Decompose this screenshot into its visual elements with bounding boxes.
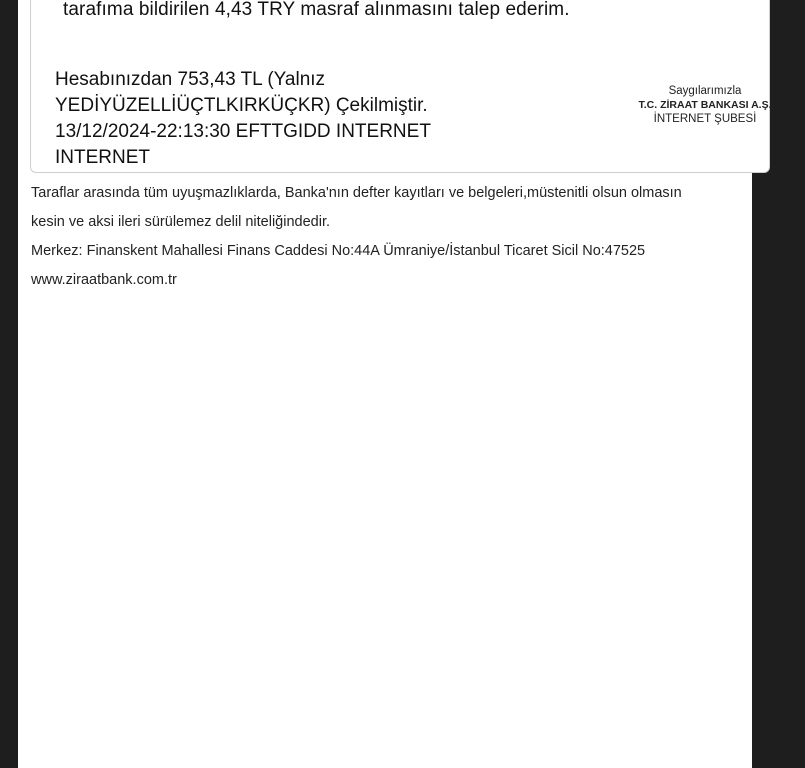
legal-footer xyxy=(31,182,682,291)
notice-box xyxy=(30,0,770,173)
signature-bank-name: T.C. ZİRAAT BANKASI A.Ş. xyxy=(638,99,772,111)
debit-line-channel: INTERNET xyxy=(55,147,150,168)
debit-line-amount-words: YEDİYÜZELLİÜÇTLKIRKÜÇKR) Çekilmiştir. xyxy=(55,95,428,116)
debit-line-amount: Hesabınızdan 753,43 TL (Yalnız xyxy=(55,69,326,90)
document-page xyxy=(18,0,772,768)
signature-branch: İNTERNET ŞUBESİ xyxy=(653,113,757,125)
footer-dispute-line-2: kesin ve aksi ileri sürülemez delil niteliğindedir. xyxy=(31,214,330,230)
fee-request-text: tarafıma bildirilen 4,43 TRY masraf alınmasını talep ederim. xyxy=(63,0,570,20)
footer-website-link[interactable]: www.ziraatbank.com.tr xyxy=(31,272,177,288)
signature-greeting: Saygılarımızla xyxy=(668,85,742,97)
debit-line-datetime: 13/12/2024-22:13:30 EFTTGIDD INTERNET xyxy=(55,121,431,142)
footer-address: Merkez: Finanskent Mahallesi Finans Caddesi No:44A Ümraniye/İstanbul Ticaret Sicil No:47525 xyxy=(31,243,646,259)
footer-dispute-line-1: Taraflar arasında tüm uyuşmazlıklarda, Banka'nın defter kayıtları ve belgeleri,müstenitli olsun olmasın xyxy=(31,185,682,201)
debit-notice xyxy=(55,67,431,171)
bank-signature xyxy=(605,84,805,126)
